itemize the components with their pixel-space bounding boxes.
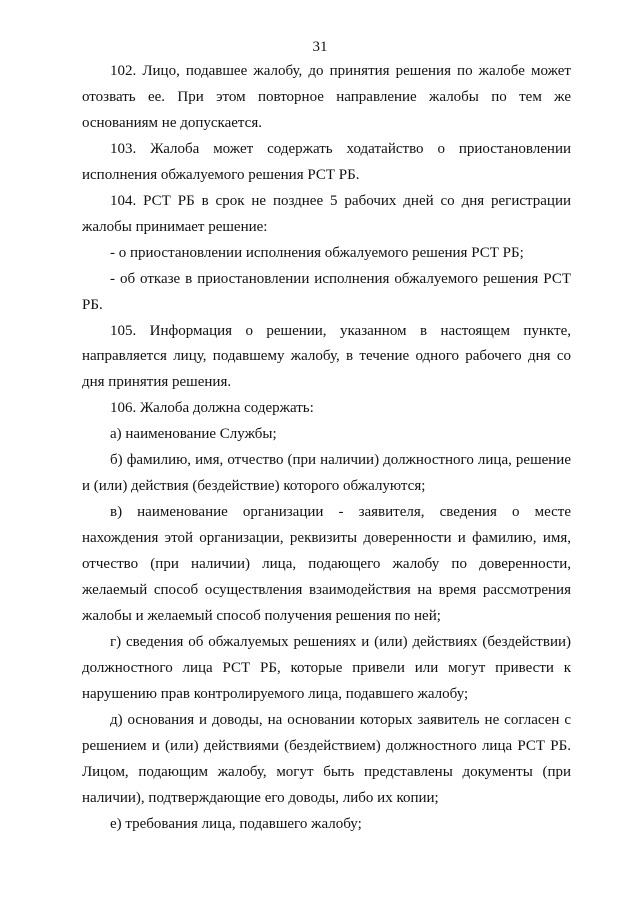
paragraph-103: 103. Жалоба может содержать ходатайство о приостановлении исполнения обжалуемого решения РСТ РБ. — [82, 140, 571, 183]
paragraph-106-item-b: б) фамилию, имя, отчество (при наличии) должностного лица, решение и (или) действия (бездействие) которого обжалуются; — [82, 452, 571, 495]
paragraph-106: 106. Жалоба должна содержать: — [110, 400, 314, 417]
paragraph-106-item-g: г) сведения об обжалуемых решениях и (или) действиях (бездействии) должностного лица РСТ РБ, которые привели или могут привести к нарушению прав контролируемого лица, подавшего жалобу; — [82, 633, 571, 702]
paragraph-106-item-d: д) основания и доводы, на основании которых заявитель не согласен с решением и (или) действиями (бездействием) должностного лица РСТ РБ. Лицом, подающим жалобу, могут быть представлены документы (при наличии), подтверждающие его доводы, либо их копии; — [82, 711, 571, 806]
paragraph-106-item-e: е) требования лица, подавшего жалобу; — [110, 815, 362, 832]
paragraph-104: 104. РСТ РБ в срок не позднее 5 рабочих дней со дня регистрации жалобы принимает решение: — [82, 192, 571, 235]
document-body — [82, 59, 571, 838]
paragraph-102: 102. Лицо, подавшее жалобу, до принятия решения по жалобе может отозвать ее. При этом повторное направление жалобы по тем же основаниям не допускается. — [82, 63, 571, 131]
page-number: 31 — [312, 39, 328, 55]
paragraph-106-item-a: а) наименование Службы; — [110, 426, 277, 443]
paragraph-105: 105. Информация о решении, указанном в настоящем пункте, направляется лицу, подавшему жалобу, в течение одного рабочего дня со дня принятия решения. — [82, 322, 571, 391]
paragraph-104-item-refuse: - об отказе в приостановлении исполнения обжалуемого решения РСТ РБ. — [82, 270, 571, 313]
paragraph-106-item-v: в) наименование организации - заявителя, сведения о месте нахождения этой организации, реквизиты доверенности и фамилию, имя, отчество (при наличии) лица, подающего жалобу по доверенности, желаемый способ осуществления взаимодействия на время рассмотрения жалобы и желаемый способ получения решения по ней; — [82, 504, 571, 625]
paragraph-104-item-suspend: - о приостановлении исполнения обжалуемого решения РСТ РБ; — [110, 244, 524, 261]
